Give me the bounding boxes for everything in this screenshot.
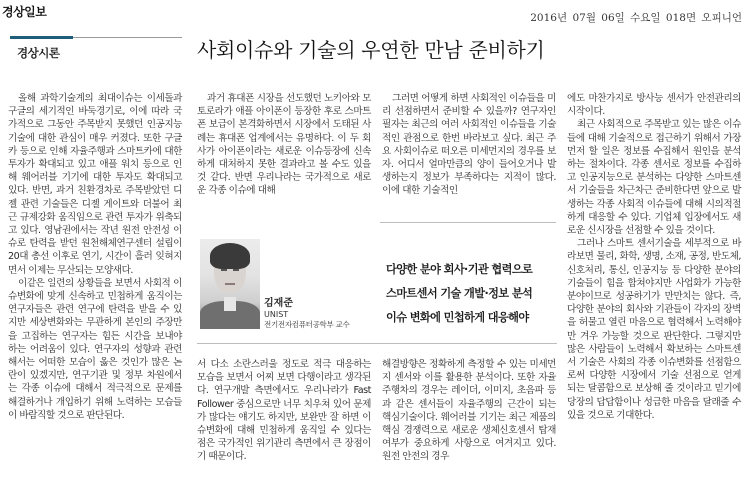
paragraph: 그러면 어떻게 하면 사회적인 이슈들을 미리 선점하면서 준비할 수 있을까? 연구자인 필자는 최근의 여러 사회적인 이슈들을 기술적인 관점으로 한번 바라보고 싶다. 최근 주요 사회이슈로 떠오른 미세먼지의 경우를 보자. 어디서 얼마만큼의 양이 들어오거나 발생하는지 정보가 부족하다는 지적이 많다. 이에 대한 기술적인	[382, 93, 556, 197]
paragraph: 이같은 일련의 상황들을 보면서 사회적 이슈변화에 맞게 신속하고 민첩하게 움직이는 연구자들은 관련 연구에 탄력을 받을 수 있지만 세상변화와는 무관하게 본인의 주장만을 고집하는 연구자는 힘든 시간을 보내야 하는 어려움이 있다. 연구자의 성향과 관련해서는 어떠한 모습이 옳은 것인가 많은 논란이 있겠지만, 연구기관 및 정부 차원에서는 각종 이슈에 대해서 적극적으로 문제를 해결하거나 개입하기 위해 노력하는 모습들이 바람직할 것으로 판단된다.	[8, 277, 182, 421]
author-name: 김재준	[264, 298, 293, 309]
paragraph: 그러나 스마트 센서기술을 세부적으로 바라보면 물리, 화학, 생명, 소재, 공정, 반도체, 신호처리, 통신, 인공지능 등 다양한 분야의 기술들이 힘을 합쳐야지만 사업화가 가능한 분야이므로 성공하기가 만만치는 않다. 즉, 다양한 분야의 회사와 기관들이 각자의 장벽을 허물고 열린 마음으로 협력해서 노력해야만 겨우 가능할 것으로 판단한다. 그렇지만 많은 사람들이 노력해서 확보하는 스마트센서 기술은 사회의 각종 이슈변화를 선점함으로써 다양한 시장에서 기술 선점으로 얻게 되는 달콤함으로 보상해 줄 것이라고 믿기에 당장의 답답함이나 성급한 마음을 달래줄 수 있을 것으로 기대한다.	[567, 238, 741, 421]
article-column-2-bottom	[197, 358, 371, 464]
paragraph: 서 다소 소란스러울 정도로 적극 대응하는 모습을 보면서 어찌 보면 다행이라고 생각된다. 연구개발 측면에서도 우리나라가 Fast Follower 중심으로만 너무 치우쳐 있어 문제가 많다는 얘기도 하지만, 보완만 잘 하면 이슈변화에 대해 민첩하게 움직일 수 있다는 점은 국가적인 위기관리 측면에서 큰 장점이기 때문이다.	[197, 359, 371, 463]
article-column-3-top	[382, 92, 556, 198]
dateline: 2016년 07월 06일 수요일 018면 오피니언	[530, 12, 742, 24]
section-rule-accent	[10, 36, 73, 39]
section-name: 경상시론	[17, 46, 60, 60]
paragraph: 과거 휴대폰 시장을 선도했던 노키아와 모토로라가 애플 아이폰이 등장한 후로 스마트폰 보급이 본격화하면서 시장에서 도태된 사례는 휴대폰 업계에서는 유명하다. 이 두 회사가 아이폰이라는 새로운 이슈등장에 신속하게 대처하지 못한 결과라고 볼 수도 있을 것 같다. 반면 우리나라는 국가적으로 새로운 각종 이슈에 대해	[197, 93, 371, 197]
photo-mouth-shape	[225, 283, 235, 285]
inset-bottom-rule	[197, 343, 557, 344]
photo-eye-shape	[233, 269, 239, 271]
pull-quote	[386, 258, 556, 330]
article-column-3-bottom	[382, 358, 556, 464]
paragraph: 에도 마찬가지로 방사능 센서가 안전관리의 시작이다.	[567, 93, 741, 118]
article-column-4	[567, 92, 741, 422]
paragraph: 해결방향은 정확하게 측정할 수 있는 미세먼지 센서와 이를 활용한 분석이다. 또한 자율주행차의 경우는 레이더, 이미지, 초음파 등과 같은 센서들이 자율주행의 근간이 되는 핵심기술이다. 웨어러블 기기는 최근 제품의 핵심 경쟁력으로 새로운 생체신호센서 탑재여부가 중요하게 사항으로 여겨지고 있다. 원전 안전의 경우	[382, 359, 556, 463]
article-column-2-top	[197, 92, 371, 198]
author-org: UNIST	[264, 310, 289, 319]
photo-eye-shape	[221, 269, 227, 271]
article-headline: 사회이슈와 기술의 우연한 만남 준비하기	[197, 38, 545, 62]
newspaper-masthead: 경상일보	[2, 5, 47, 19]
pull-quote-line: 스마트센서 기술 개발·정보 분석	[386, 287, 533, 300]
author-title: 전기전자컴퓨터공학부 교수	[264, 320, 350, 329]
photo-hair-shape	[210, 243, 250, 269]
photo-collar-shape	[224, 297, 236, 311]
pull-quote-line: 이슈 변화에 민첩하게 대응해야	[386, 311, 529, 324]
article-column-1	[8, 92, 182, 422]
paragraph: 올해 과학기술계의 최대이슈는 이세돌과 구글의 세기적인 바둑경기로, 이에 따라 국가적으로 그동안 주목받지 못했던 인공지능 기술에 대한 관심이 매우 커졌다. 또한 구글카 등으로 인해 자율주행과 스마트카에 대한 투자가 확대되고 있고 애플 워치 등으로 인해 웨어러블 기기에 대한 투자도 확대되고 있다. 반면, 과거 친환경차로 주목받았던 디젤 관련 기술들은 디젤 게이트와 더불어 최근 규제강화 움직임으로 관련 투자가 위축되고 있다. 영남권에서는 작년 원전 안전성 이슈로 탄력을 받던 원천해체연구센터 설립이 20대 총선 이후로 연기, 시간이 흘러 잊혀지면서 이제는 무산되는 모양새다.	[8, 93, 182, 276]
pull-quote-line: 다양한 분야 회사·기관 협력으로	[386, 263, 533, 276]
pullquote-top-rule	[380, 222, 556, 223]
author-byline	[264, 298, 349, 330]
paragraph: 최근 사회적으로 주목받고 있는 많은 이슈들에 대해 기술적으로 접근하기 위해서 가장 먼저 할 일은 정보를 수집해서 원인을 분석하는 절차이다. 각종 센서로 정보를 수집하고 인공지능으로 분석하는 다양한 스마트센서 기술들을 차근차근 준비한다면 앞으로 발생하는 각종 사회적 이슈들에 대해 시의적절하게 대응할 수 있다. 기업체 입장에서도 새로운 신시장을 선점할 수 있을 것이다.	[567, 119, 741, 237]
author-photo	[200, 239, 260, 329]
